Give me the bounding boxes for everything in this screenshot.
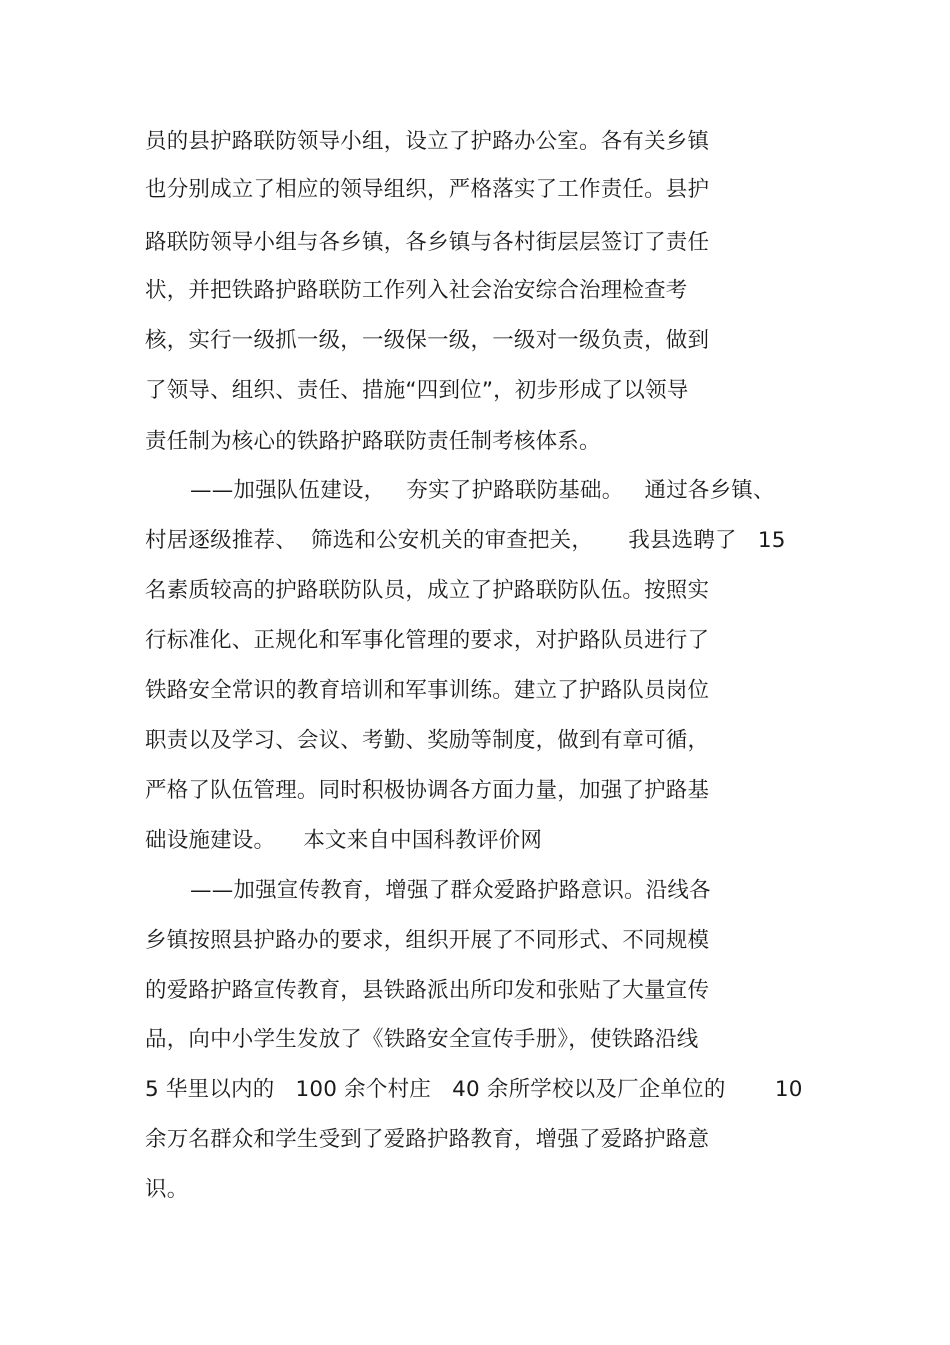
text-line: 余万名群众和学生受到了爱路护路教育，增强了爱路护路意 bbox=[145, 1127, 710, 1152]
text-line: 了领导、组织、责任、措施“四到位”，初步形成了以领导 bbox=[145, 378, 689, 403]
text-line: 名素质较高的护路联防队员，成立了护路联防队伍。按照实 bbox=[145, 578, 710, 603]
paragraph-start-line: ——加强队伍建设， 夯实了护路联防基础。 通过各乡镇、 bbox=[190, 478, 775, 503]
text-line: 5 华里以内的 100 余个村庄 40 余所学校以及厂企单位的 10 bbox=[145, 1077, 803, 1102]
text-line: 行标准化、正规化和军事化管理的要求，对护路队员进行了 bbox=[145, 628, 710, 653]
text-line: 识。 bbox=[145, 1177, 189, 1202]
text-line: 的爱路护路宣传教育，县铁路派出所印发和张贴了大量宣传 bbox=[145, 978, 710, 1003]
text-line: 铁路安全常识的教育培训和军事训练。建立了护路队员岗位 bbox=[145, 678, 710, 703]
text-line: 础设施建设。 本文来自中国科教评价网 bbox=[145, 828, 543, 853]
text-line: 路联防领导小组与各乡镇，各乡镇与各村街层层签订了责任 bbox=[145, 230, 710, 255]
text-line: 品，向中小学生发放了《铁路安全宣传手册》，使铁路沿线 bbox=[145, 1027, 699, 1052]
paragraph-start-line: ——加强宣传教育，增强了群众爱路护路意识。沿线各 bbox=[190, 878, 711, 903]
text-line: 职责以及学习、会议、考勤、奖励等制度，做到有章可循， bbox=[145, 728, 710, 753]
text-line: 状，并把铁路护路联防工作列入社会治安综合治理检查考 bbox=[145, 278, 688, 303]
text-line: 责任制为核心的铁路护路联防责任制考核体系。 bbox=[145, 429, 601, 454]
text-line: 严格了队伍管理。同时积极协调各方面力量，加强了护路基 bbox=[145, 778, 710, 803]
text-line: 也分别成立了相应的领导组织，严格落实了工作责任。县护 bbox=[145, 177, 710, 202]
text-line: 核，实行一级抓一级，一级保一级，一级对一级负责，做到 bbox=[145, 328, 710, 353]
text-line: 员的县护路联防领导小组，设立了护路办公室。各有关乡镇 bbox=[145, 129, 710, 154]
text-line: 村居逐级推荐、 筛选和公安机关的审查把关， 我县选聘了 15 bbox=[145, 528, 786, 553]
text-line: 乡镇按照县护路办的要求，组织开展了不同形式、不同规模 bbox=[145, 928, 710, 953]
